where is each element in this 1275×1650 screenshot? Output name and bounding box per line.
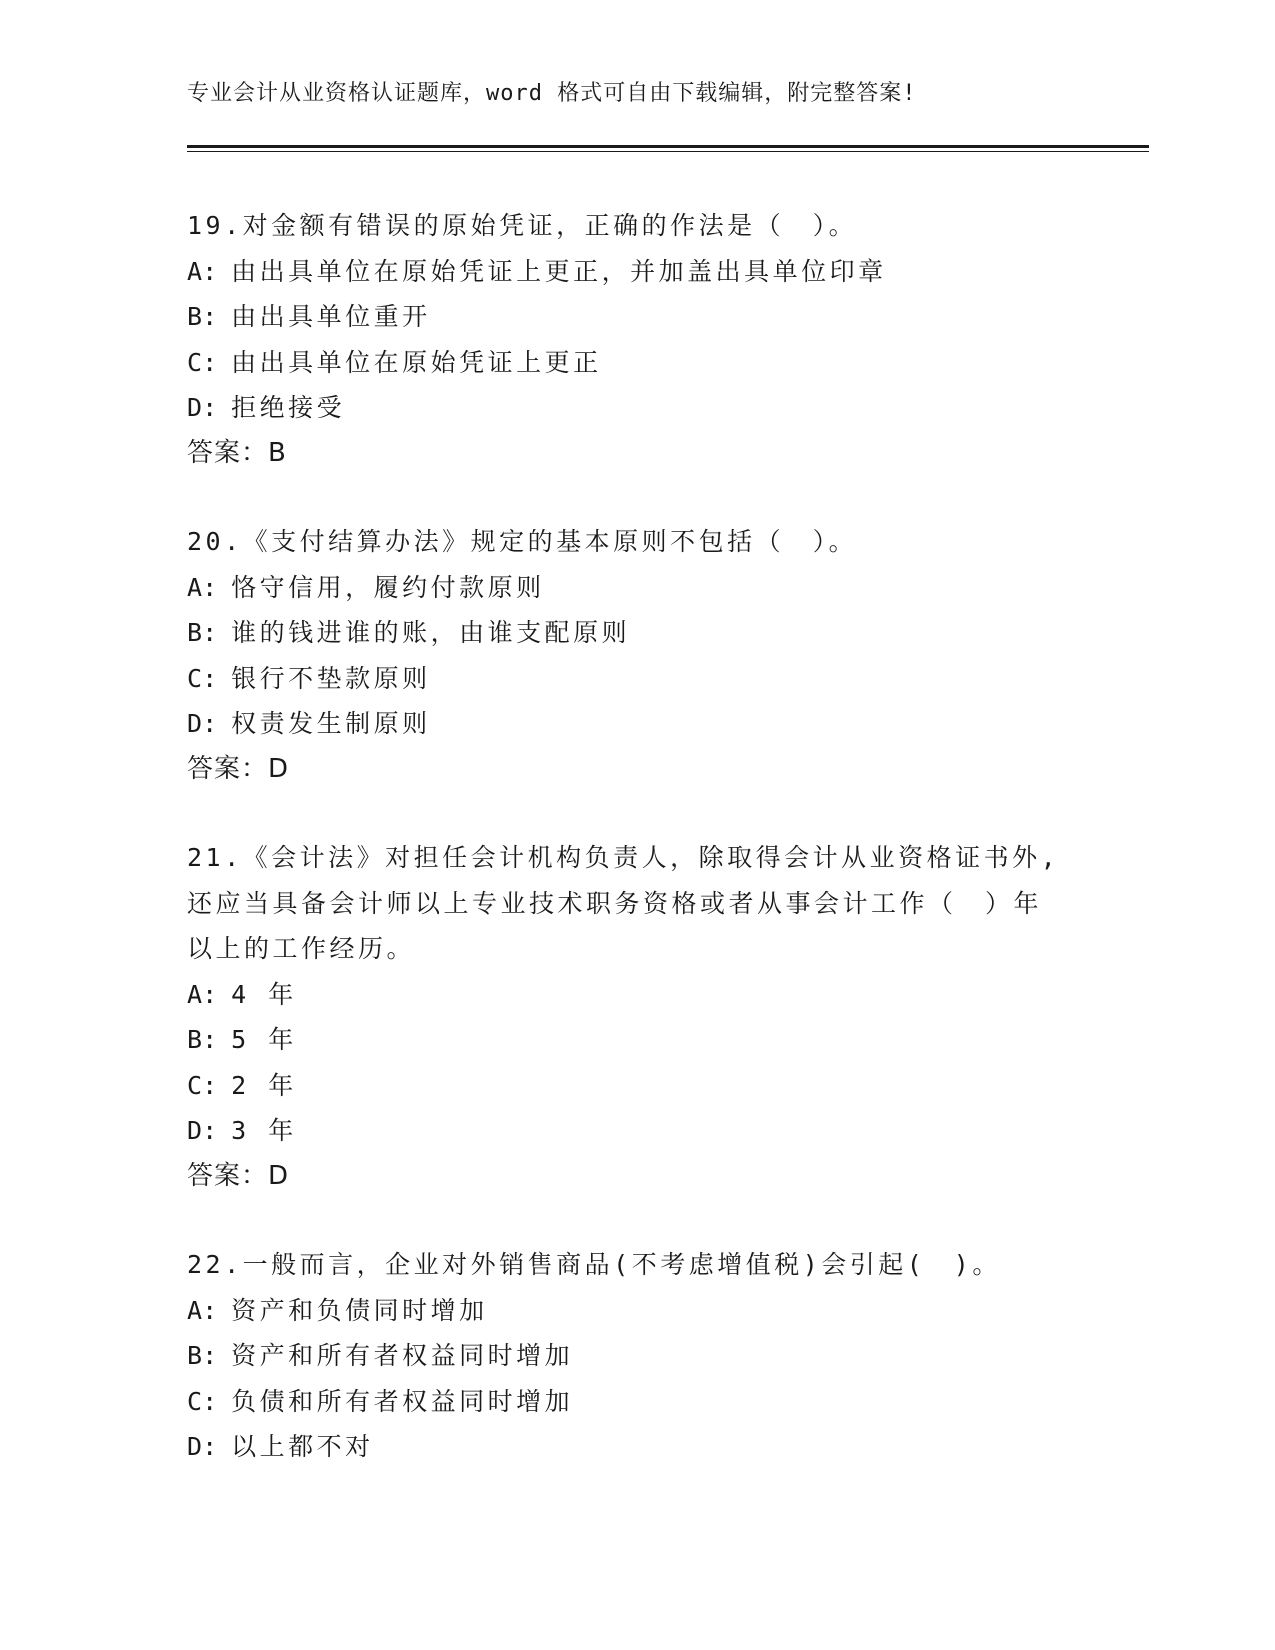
question-list — [187, 203, 1087, 1513]
option-key: A — [187, 256, 203, 286]
option-line — [187, 249, 1087, 295]
option-separator: : — [202, 393, 218, 422]
question-stem-line: 20.《支付结算办法》规定的基本原则不包括（ ）。 — [187, 527, 858, 556]
option-line — [187, 972, 1087, 1018]
option-text: 拒绝接受 — [231, 393, 346, 422]
question-stem-line: 22.一般而言，企业对外销售商品(不考虑增值税)会引起( )。 — [187, 1250, 1001, 1279]
option-separator: : — [202, 1386, 218, 1416]
option-line — [187, 565, 1087, 611]
header-rule-thick — [187, 145, 1149, 148]
option-key: A — [187, 572, 203, 602]
option-line — [187, 1108, 1087, 1154]
option-text: 权责发生制原则 — [231, 709, 431, 738]
question-stem-line: 以上的工作经历。 — [187, 934, 416, 963]
option-key: B — [187, 1025, 203, 1054]
option-text: 以上都不对 — [231, 1432, 374, 1461]
option-text: 谁的钱进谁的账，由谁支配原则 — [231, 618, 631, 647]
option-text: 5 年 — [231, 1025, 297, 1054]
option-text: 由出具单位在原始凭证上更正 — [231, 347, 602, 377]
option-key: D — [187, 393, 203, 422]
option-key: A — [187, 1295, 203, 1325]
option-separator: : — [202, 1341, 218, 1370]
option-text: 恪守信用，履约付款原则 — [231, 572, 545, 602]
option-text: 由出具单位在原始凭证上更正，并加盖出具单位印章 — [231, 256, 887, 286]
question-block — [187, 203, 1087, 476]
question-block — [187, 835, 1087, 1199]
option-separator: : — [202, 709, 218, 738]
option-separator: : — [202, 618, 218, 647]
option-separator: : — [202, 1070, 218, 1100]
option-text: 负债和所有者权益同时增加 — [231, 1386, 574, 1416]
option-separator: : — [202, 256, 218, 286]
option-separator: : — [202, 1295, 218, 1325]
option-key: B — [187, 1341, 203, 1370]
option-line — [187, 656, 1087, 702]
option-separator: : — [202, 302, 218, 331]
question-stem-line: 21.《会计法》对担任会计机构负责人，除取得会计从业资格证书外, — [187, 843, 1060, 872]
option-text: 资产和负债同时增加 — [231, 1295, 488, 1325]
option-key: A — [187, 979, 203, 1009]
answer-line: 答案：B — [187, 437, 287, 468]
answer-line: 答案：D — [187, 1160, 290, 1191]
option-key: D — [187, 1432, 203, 1461]
option-separator: : — [202, 1025, 218, 1054]
question-stem-line: 19.对金额有错误的原始凭证，正确的作法是（ ）。 — [187, 211, 858, 240]
option-text: 4 年 — [231, 979, 297, 1009]
page-header: 专业会计从业资格认证题库，word 格式可自由下载编辑，附完整答案! — [187, 81, 917, 106]
option-separator: : — [202, 979, 218, 1009]
option-key: C — [187, 1070, 203, 1100]
option-line — [187, 385, 1087, 431]
option-key: D — [187, 1116, 203, 1145]
header-rule-thin — [187, 151, 1149, 152]
option-line — [187, 1017, 1087, 1063]
option-line — [187, 701, 1087, 747]
option-line — [187, 1424, 1087, 1470]
option-line — [187, 610, 1087, 656]
option-line — [187, 1063, 1087, 1109]
option-key: C — [187, 663, 203, 693]
option-separator: : — [202, 1116, 218, 1145]
option-separator: : — [202, 1432, 218, 1461]
option-separator: : — [202, 347, 218, 377]
option-separator: : — [202, 572, 218, 602]
option-text: 由出具单位重开 — [231, 302, 431, 331]
option-line — [187, 340, 1087, 386]
option-key: D — [187, 709, 203, 738]
question-block — [187, 519, 1087, 792]
option-text: 3 年 — [231, 1116, 297, 1145]
option-separator: : — [202, 663, 218, 693]
option-text: 银行不垫款原则 — [231, 663, 431, 693]
option-key: B — [187, 618, 203, 647]
question-stem-line: 还应当具备会计师以上专业技术职务资格或者从事会计工作（ ）年 — [187, 888, 1043, 918]
option-key: C — [187, 347, 203, 377]
answer-line: 答案：D — [187, 753, 290, 784]
option-key: B — [187, 302, 203, 331]
option-line — [187, 1379, 1087, 1425]
option-text: 2 年 — [231, 1070, 297, 1100]
option-key: C — [187, 1386, 203, 1416]
question-block — [187, 1242, 1087, 1470]
option-text: 资产和所有者权益同时增加 — [231, 1341, 574, 1370]
option-line — [187, 1288, 1087, 1334]
option-line — [187, 1333, 1087, 1379]
option-line — [187, 294, 1087, 340]
